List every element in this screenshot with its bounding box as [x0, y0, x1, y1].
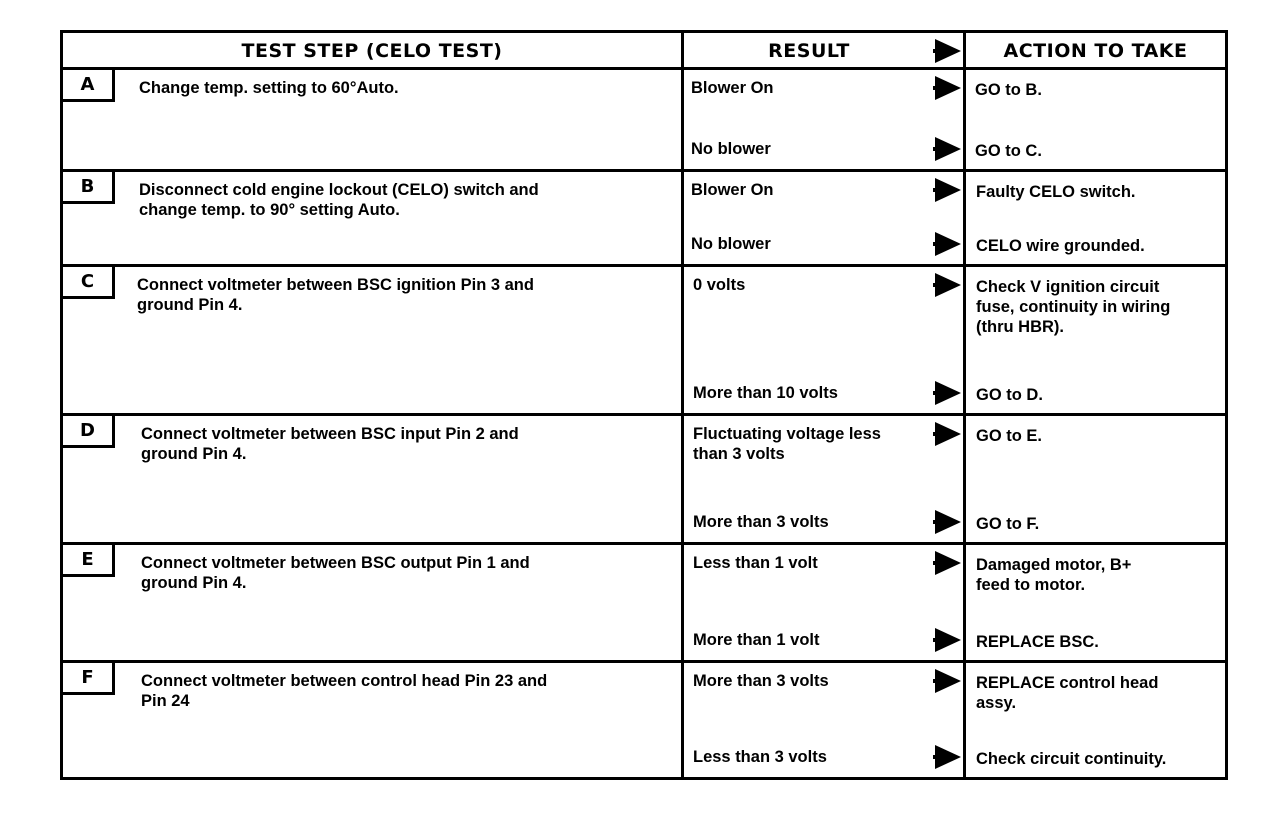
result-arrow-icon — [933, 74, 963, 102]
step-text-line: ground Pin 4. — [141, 445, 247, 463]
step-text-line: ground Pin 4. — [141, 574, 247, 592]
header-test-step: TEST STEP (CELO TEST) — [241, 40, 503, 62]
step-letter-e: E — [63, 545, 115, 577]
action-text: GO to D. — [976, 386, 1043, 404]
result-arrow-icon — [933, 230, 963, 258]
action-text: Check V ignition circuit — [976, 278, 1160, 296]
action-text: Faulty CELO switch. — [976, 183, 1136, 201]
row-divider — [63, 264, 1225, 267]
result-text: More than 1 volt — [693, 631, 820, 649]
step-text-line: Connect voltmeter between control head Pin 23 and — [141, 672, 548, 690]
header-action: ACTION TO TAKE — [1003, 40, 1188, 62]
action-text: Check circuit continuity. — [976, 750, 1167, 768]
result-text: Blower On — [691, 181, 774, 199]
action-text: CELO wire grounded. — [976, 237, 1145, 255]
row-divider — [63, 169, 1225, 172]
result-arrow-icon — [933, 420, 963, 448]
action-text: GO to E. — [976, 427, 1042, 445]
step-letter-c: C — [63, 267, 115, 299]
step-text-line: Disconnect cold engine lockout (CELO) switch and — [139, 181, 539, 199]
action-text: REPLACE control head — [976, 674, 1159, 692]
result-text: Less than 3 volts — [693, 748, 827, 766]
action-text: fuse, continuity in wiring — [976, 298, 1171, 316]
result-arrow-icon — [933, 508, 963, 536]
column-divider-result — [681, 33, 684, 777]
column-divider-action — [963, 33, 966, 777]
result-text: More than 3 volts — [693, 513, 829, 531]
row-divider — [63, 660, 1225, 663]
step-text-line: Connect voltmeter between BSC input Pin 2 and — [141, 425, 519, 443]
diagnostic-table — [60, 30, 1228, 780]
header-divider — [63, 67, 1225, 70]
action-text: REPLACE BSC. — [976, 633, 1099, 651]
step-text-line: Pin 24 — [141, 692, 190, 710]
step-letter-f: F — [63, 663, 115, 695]
step-text-line: Connect voltmeter between BSC ignition Pin 3 and — [137, 276, 534, 294]
action-text: GO to B. — [975, 81, 1042, 99]
result-text: No blower — [691, 140, 771, 158]
action-text: (thru HBR). — [976, 318, 1064, 336]
step-text-line: change temp. to 90° setting Auto. — [139, 201, 400, 219]
step-text-line: Connect voltmeter between BSC output Pin 1 and — [141, 554, 530, 572]
result-text: More than 10 volts — [693, 384, 838, 402]
result-text: than 3 volts — [693, 445, 785, 463]
result-arrow-icon — [933, 743, 963, 771]
step-letter-b: B — [63, 172, 115, 204]
result-arrow-icon — [933, 135, 963, 163]
result-arrow-icon — [933, 549, 963, 577]
step-text-line: Change temp. setting to 60°Auto. — [139, 79, 399, 97]
action-text: GO to F. — [976, 515, 1040, 533]
result-text: More than 3 volts — [693, 672, 829, 690]
row-divider — [63, 542, 1225, 545]
step-letter-d: D — [63, 416, 115, 448]
header-result: RESULT — [768, 40, 850, 62]
row-divider — [63, 413, 1225, 416]
result-text: 0 volts — [693, 276, 746, 294]
result-text: Fluctuating voltage less — [693, 425, 881, 443]
result-arrow-icon — [933, 176, 963, 204]
result-arrow-icon — [933, 379, 963, 407]
result-text: Blower On — [691, 79, 774, 97]
result-arrow-icon — [933, 626, 963, 654]
result-arrow-icon — [933, 667, 963, 695]
result-text: No blower — [691, 235, 771, 253]
action-text: GO to C. — [975, 142, 1042, 160]
result-text: Less than 1 volt — [693, 554, 818, 572]
step-text-line: ground Pin 4. — [137, 296, 243, 314]
result-arrow-icon — [933, 271, 963, 299]
action-text: feed to motor. — [976, 576, 1086, 594]
step-letter-a: A — [63, 70, 115, 102]
header-arrow-icon — [933, 37, 963, 65]
action-text: assy. — [976, 694, 1017, 712]
action-text: Damaged motor, B+ — [976, 556, 1132, 574]
